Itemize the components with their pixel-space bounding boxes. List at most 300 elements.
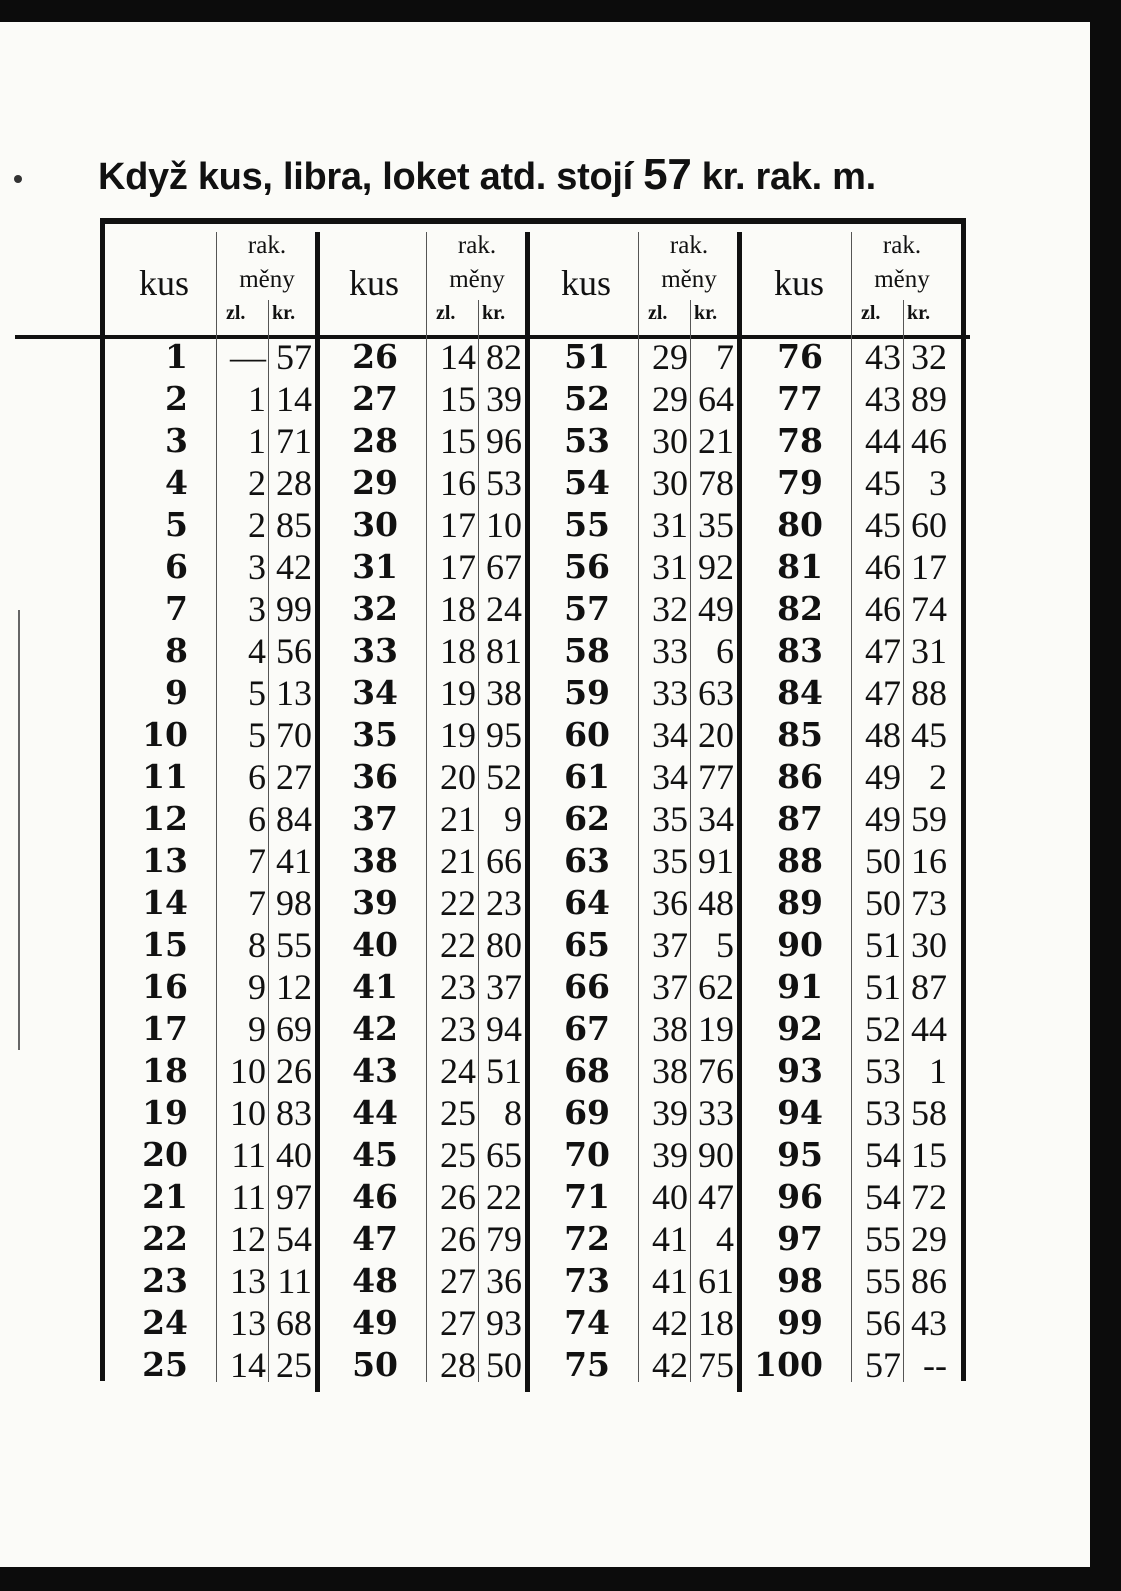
cell-zl: 44 [865, 421, 901, 461]
cell-kus: 44 [352, 1093, 398, 1132]
rule-before-zl [216, 232, 217, 1382]
cell-kus: 67 [564, 1009, 610, 1048]
cell-kus: 15 [142, 925, 188, 964]
cell-kus: 27 [352, 379, 398, 418]
group-divider [737, 232, 742, 1392]
cell-kr: 80 [486, 925, 522, 965]
cell-kus: 64 [564, 883, 610, 922]
cell-zl: 6 [248, 799, 266, 839]
cell-kr: 90 [698, 1135, 734, 1175]
cell-kus: 30 [352, 505, 398, 544]
cell-kus: 5 [165, 505, 188, 544]
cell-kus: 42 [352, 1009, 398, 1048]
cell-kus: 83 [777, 631, 823, 670]
cell-kr: 11 [277, 1261, 312, 1301]
cell-kr: 56 [276, 631, 312, 671]
cell-zl: 8 [248, 925, 266, 965]
cell-zl: 41 [652, 1219, 688, 1259]
cell-kus: 24 [142, 1303, 188, 1342]
cell-kus: 72 [564, 1219, 610, 1258]
cell-kr: 63 [698, 673, 734, 713]
cell-zl: 27 [440, 1303, 476, 1343]
cell-kus: 56 [564, 547, 610, 586]
cell-kr: 25 [276, 1345, 312, 1385]
cell-kus: 95 [777, 1135, 823, 1174]
cell-kus: 17 [142, 1009, 188, 1048]
cell-kus: 25 [142, 1345, 188, 1384]
cell-zl: 11 [231, 1177, 266, 1217]
cell-kus: 62 [564, 799, 610, 838]
cell-zl: 51 [865, 925, 901, 965]
header-kr: kr. [482, 302, 506, 324]
cell-kus: 61 [564, 757, 610, 796]
cell-kus: 50 [352, 1345, 398, 1384]
cell-kr: 20 [698, 715, 734, 755]
header-zl: zl. [436, 302, 456, 324]
cell-zl: 26 [440, 1219, 476, 1259]
cell-kr: 14 [276, 379, 312, 419]
cell-kr: 87 [911, 967, 947, 1007]
cell-kus: 59 [564, 673, 610, 712]
cell-zl: 14 [230, 1345, 266, 1385]
cell-kus: 21 [142, 1177, 188, 1216]
cell-kus: 23 [142, 1261, 188, 1300]
cell-zl: 25 [440, 1093, 476, 1133]
cell-zl: 22 [440, 925, 476, 965]
cell-zl: 51 [865, 967, 901, 1007]
cell-kus: 60 [564, 715, 610, 754]
cell-zl: 46 [865, 547, 901, 587]
header-kus: kus [560, 263, 611, 303]
cell-zl: 39 [652, 1093, 688, 1133]
cell-kr: 93 [486, 1303, 522, 1343]
cell-kus: 46 [352, 1177, 398, 1216]
cell-kus: 16 [142, 967, 188, 1006]
cell-kr: 81 [486, 631, 522, 671]
cell-kr: 61 [698, 1261, 734, 1301]
cell-kr: 49 [698, 589, 734, 629]
rule-before-zl [851, 232, 852, 1382]
title-suffix: kr. rak. m. [701, 156, 876, 198]
cell-kr: 54 [276, 1219, 312, 1259]
cell-kus: 31 [352, 547, 398, 586]
cell-kus: 49 [352, 1303, 398, 1342]
cell-kus: 55 [564, 505, 610, 544]
cell-zl: 50 [865, 841, 901, 881]
cell-zl: 4 [248, 631, 266, 671]
cell-kr: 23 [486, 883, 522, 923]
header-rak: rak. [247, 232, 287, 259]
cell-zl: 34 [652, 715, 688, 755]
cell-kr: 69 [276, 1009, 312, 1049]
cell-kus: 89 [777, 883, 823, 922]
cell-zl: 27 [440, 1261, 476, 1301]
header-kr: kr. [272, 302, 296, 324]
cell-kus: 9 [165, 673, 188, 712]
cell-kus: 73 [564, 1261, 610, 1300]
cell-kr: 36 [486, 1261, 522, 1301]
cell-zl: 34 [652, 757, 688, 797]
cell-zl: 56 [865, 1303, 901, 1343]
cell-kr: 58 [911, 1093, 947, 1133]
cell-zl: 33 [652, 673, 688, 713]
cell-kr: 21 [698, 421, 734, 461]
cell-kr: 70 [276, 715, 312, 755]
cell-kr: 92 [698, 547, 734, 587]
cell-zl: 50 [865, 883, 901, 923]
cell-kus: 99 [777, 1303, 823, 1342]
cell-kus: 4 [165, 463, 188, 502]
cell-zl: 21 [440, 841, 476, 881]
header-meny: měny [874, 266, 930, 293]
cell-kus: 79 [777, 463, 823, 502]
cell-kus: 85 [777, 715, 823, 754]
cell-kr: 79 [486, 1219, 522, 1259]
cell-kr: 96 [486, 421, 522, 461]
cell-kr: 84 [276, 799, 312, 839]
cell-zl: 7 [248, 841, 266, 881]
cell-zl: 19 [440, 673, 476, 713]
cell-kus: 94 [777, 1093, 823, 1132]
page-title [98, 150, 978, 200]
cell-zl: 21 [440, 799, 476, 839]
cell-kus: 43 [352, 1051, 398, 1090]
cell-kus: 54 [564, 463, 610, 502]
cell-zl: 37 [652, 925, 688, 965]
cell-kus: 87 [777, 799, 823, 838]
cell-zl: 47 [865, 673, 901, 713]
cell-zl: 42 [652, 1345, 688, 1385]
cell-kus: 96 [777, 1177, 823, 1216]
cell-kus: 74 [564, 1303, 610, 1342]
cell-kus: 18 [142, 1051, 188, 1090]
cell-kr: 66 [486, 841, 522, 881]
cell-kus: 84 [777, 673, 823, 712]
cell-zl: 39 [652, 1135, 688, 1175]
cell-kr: 68 [276, 1303, 312, 1343]
cell-kr: 64 [698, 379, 734, 419]
header-kus: kus [773, 263, 824, 303]
cell-zl: 18 [440, 589, 476, 629]
cell-kus: 35 [352, 715, 398, 754]
cell-kr: 39 [486, 379, 522, 419]
cell-kr: 29 [911, 1219, 947, 1259]
cell-kr: 67 [486, 547, 522, 587]
cell-kus: 3 [165, 421, 188, 460]
cell-zl: 13 [230, 1303, 266, 1343]
cell-kus: 82 [777, 589, 823, 628]
cell-kr: 35 [698, 505, 734, 545]
cell-kus: 70 [564, 1135, 610, 1174]
cell-kus: 2 [165, 379, 188, 418]
cell-kus: 37 [352, 799, 398, 838]
cell-zl: 40 [652, 1177, 688, 1217]
cell-zl: 41 [652, 1261, 688, 1301]
cell-zl: 29 [652, 337, 688, 377]
cell-kr: 95 [486, 715, 522, 755]
cell-zl: 13 [230, 1261, 266, 1301]
cell-kus: 12 [142, 799, 188, 838]
cell-zl: 12 [230, 1219, 266, 1259]
cell-kr: 85 [276, 505, 312, 545]
cell-kr: 94 [486, 1009, 522, 1049]
cell-kus: 8 [165, 631, 188, 670]
cell-kr: 27 [276, 757, 312, 797]
cell-kr: 65 [486, 1135, 522, 1175]
cell-zl: 55 [865, 1219, 901, 1259]
header-kus: kus [138, 263, 189, 303]
cell-zl: 2 [248, 463, 266, 503]
cell-kr: 75 [698, 1345, 734, 1385]
cell-kus: 14 [142, 883, 188, 922]
cell-zl: 42 [652, 1303, 688, 1343]
cell-zl: 26 [440, 1177, 476, 1217]
cell-kr: 9 [504, 799, 522, 839]
cell-zl: 52 [865, 1009, 901, 1049]
cell-zl: 23 [440, 967, 476, 1007]
cell-kus: 52 [564, 379, 610, 418]
cell-zl: 28 [440, 1345, 476, 1385]
cell-zl: 30 [652, 421, 688, 461]
cell-kr: 13 [276, 673, 312, 713]
cell-zl: 31 [652, 547, 688, 587]
cell-zl: 15 [440, 421, 476, 461]
cell-kr: 60 [911, 505, 947, 545]
cell-zl: 20 [440, 757, 476, 797]
cell-kr: 71 [276, 421, 312, 461]
cell-kus: 68 [564, 1051, 610, 1090]
header-meny: měny [449, 266, 505, 293]
cell-kus: 38 [352, 841, 398, 880]
header-kr: kr. [907, 302, 931, 324]
cell-kr: 16 [911, 841, 947, 881]
cell-kus: 81 [777, 547, 823, 586]
cell-zl: 23 [440, 1009, 476, 1049]
cell-kr: 91 [698, 841, 734, 881]
cell-zl: 32 [652, 589, 688, 629]
cell-kus: 88 [777, 841, 823, 880]
cell-kus: 98 [777, 1261, 823, 1300]
cell-zl: 19 [440, 715, 476, 755]
cell-kr: 86 [911, 1261, 947, 1301]
group-divider [525, 232, 530, 1392]
cell-kr: 7 [716, 337, 734, 377]
cell-kus: 48 [352, 1261, 398, 1300]
cell-zl: 5 [248, 715, 266, 755]
cell-zl: 55 [865, 1261, 901, 1301]
cell-kus: 11 [142, 757, 188, 796]
cell-kr: 83 [276, 1093, 312, 1133]
title-price: 57 [643, 150, 692, 199]
cell-kr: 30 [911, 925, 947, 965]
margin-dot [14, 175, 22, 183]
cell-kus: 26 [352, 337, 398, 376]
cell-kr: 55 [276, 925, 312, 965]
cell-kr: 19 [698, 1009, 734, 1049]
cell-kr: 1 [929, 1051, 947, 1091]
cell-kr: 24 [486, 589, 522, 629]
cell-kr: 38 [486, 673, 522, 713]
cell-kr: 17 [911, 547, 947, 587]
cell-zl: 53 [865, 1051, 901, 1091]
cell-kus: 76 [777, 337, 823, 376]
cell-kus: 78 [777, 421, 823, 460]
cell-kus: 92 [777, 1009, 823, 1048]
cell-kr: 48 [698, 883, 734, 923]
cell-zl: 3 [248, 547, 266, 587]
cell-kus: 7 [165, 589, 188, 628]
cell-zl: 22 [440, 883, 476, 923]
cell-kus: 100 [754, 1345, 823, 1384]
cell-kr: 2 [929, 757, 947, 797]
cell-zl: 17 [440, 547, 476, 587]
cell-zl: 1 [248, 379, 266, 419]
cell-zl: 43 [865, 337, 901, 377]
cell-zl: 33 [652, 631, 688, 671]
cell-kus: 29 [352, 463, 398, 502]
cell-zl: 47 [865, 631, 901, 671]
cell-kr: 59 [911, 799, 947, 839]
cell-zl: 43 [865, 379, 901, 419]
cell-kr: 41 [276, 841, 312, 881]
cell-kus: 39 [352, 883, 398, 922]
cell-kus: 80 [777, 505, 823, 544]
cell-kus: 63 [564, 841, 610, 880]
cell-kr: 8 [504, 1093, 522, 1133]
cell-kr: 52 [486, 757, 522, 797]
cell-kus: 90 [777, 925, 823, 964]
cell-kr: 42 [276, 547, 312, 587]
cell-kus: 65 [564, 925, 610, 964]
cell-kus: 1 [165, 337, 188, 376]
cell-kus: 13 [142, 841, 188, 880]
cell-kus: 36 [352, 757, 398, 796]
cell-zl: 49 [865, 757, 901, 797]
cell-zl: 9 [248, 967, 266, 1007]
cell-kus: 57 [564, 589, 610, 628]
cell-kr: 99 [276, 589, 312, 629]
cell-zl: 10 [230, 1093, 266, 1133]
cell-kr: 50 [486, 1345, 522, 1385]
cell-kr: 53 [486, 463, 522, 503]
header-kr: kr. [694, 302, 718, 324]
cell-kr: 3 [929, 463, 947, 503]
cell-kr: 44 [911, 1009, 947, 1049]
cell-kr: 78 [698, 463, 734, 503]
cell-zl: 18 [440, 631, 476, 671]
cell-zl: 10 [230, 1051, 266, 1091]
cell-kr: 31 [911, 631, 947, 671]
cell-zl: 54 [865, 1135, 901, 1175]
cell-kr: 76 [698, 1051, 734, 1091]
title-prefix: Když kus, libra, loket atd. stojí [98, 156, 633, 198]
cell-zl: 35 [652, 799, 688, 839]
cell-kr: 18 [698, 1303, 734, 1343]
cell-zl: — [230, 337, 266, 377]
cell-zl: 38 [652, 1009, 688, 1049]
cell-kus: 34 [352, 673, 398, 712]
cell-zl: 9 [248, 1009, 266, 1049]
cell-kus: 45 [352, 1135, 398, 1174]
cell-zl: 36 [652, 883, 688, 923]
cell-zl: 16 [440, 463, 476, 503]
cell-kr: 88 [911, 673, 947, 713]
cell-kr: 62 [698, 967, 734, 1007]
cell-zl: 38 [652, 1051, 688, 1091]
cell-kr: 43 [911, 1303, 947, 1343]
cell-kr: 47 [698, 1177, 734, 1217]
cell-zl: 57 [865, 1345, 901, 1385]
cell-zl: 11 [231, 1135, 266, 1175]
cell-kr: 26 [276, 1051, 312, 1091]
cell-kr: 40 [276, 1135, 312, 1175]
cell-kr: 28 [276, 463, 312, 503]
cell-zl: 17 [440, 505, 476, 545]
cell-kus: 19 [142, 1093, 188, 1132]
cell-kr: 32 [911, 337, 947, 377]
cell-kr: 77 [698, 757, 734, 797]
rule-before-zl [638, 232, 639, 1382]
cell-zl: 48 [865, 715, 901, 755]
cell-kr: 74 [911, 589, 947, 629]
cell-zl: 49 [865, 799, 901, 839]
cell-kr: -- [923, 1345, 947, 1385]
cell-kus: 71 [564, 1177, 610, 1216]
cell-kus: 28 [352, 421, 398, 460]
cell-zl: 29 [652, 379, 688, 419]
cell-kr: 45 [911, 715, 947, 755]
header-rak: rak. [669, 232, 709, 259]
cell-kus: 20 [142, 1135, 188, 1174]
cell-kr: 46 [911, 421, 947, 461]
header-kus: kus [348, 263, 399, 303]
cell-kr: 10 [486, 505, 522, 545]
header-zl: zl. [226, 302, 246, 324]
cell-zl: 3 [248, 589, 266, 629]
cell-zl: 25 [440, 1135, 476, 1175]
cell-kus: 47 [352, 1219, 398, 1258]
cell-zl: 45 [865, 463, 901, 503]
cell-kus: 10 [142, 715, 188, 754]
cell-zl: 5 [248, 673, 266, 713]
cell-zl: 2 [248, 505, 266, 545]
header-zl: zl. [648, 302, 668, 324]
margin-mark [18, 610, 24, 1050]
cell-zl: 7 [248, 883, 266, 923]
cell-kus: 22 [142, 1219, 188, 1258]
cell-zl: 15 [440, 379, 476, 419]
cell-kus: 97 [777, 1219, 823, 1258]
cell-zl: 45 [865, 505, 901, 545]
cell-kr: 97 [276, 1177, 312, 1217]
cell-zl: 35 [652, 841, 688, 881]
cell-kr: 82 [486, 337, 522, 377]
cell-kus: 91 [777, 967, 823, 1006]
cell-kr: 5 [716, 925, 734, 965]
cell-kus: 69 [564, 1093, 610, 1132]
cell-zl: 30 [652, 463, 688, 503]
cell-kr: 72 [911, 1177, 947, 1217]
cell-kus: 86 [777, 757, 823, 796]
cell-kr: 12 [276, 967, 312, 1007]
cell-kus: 33 [352, 631, 398, 670]
cell-kr: 57 [276, 337, 312, 377]
cell-zl: 24 [440, 1051, 476, 1091]
cell-kus: 41 [352, 967, 398, 1006]
cell-kr: 15 [911, 1135, 947, 1175]
cell-kr: 37 [486, 967, 522, 1007]
cell-kr: 34 [698, 799, 734, 839]
